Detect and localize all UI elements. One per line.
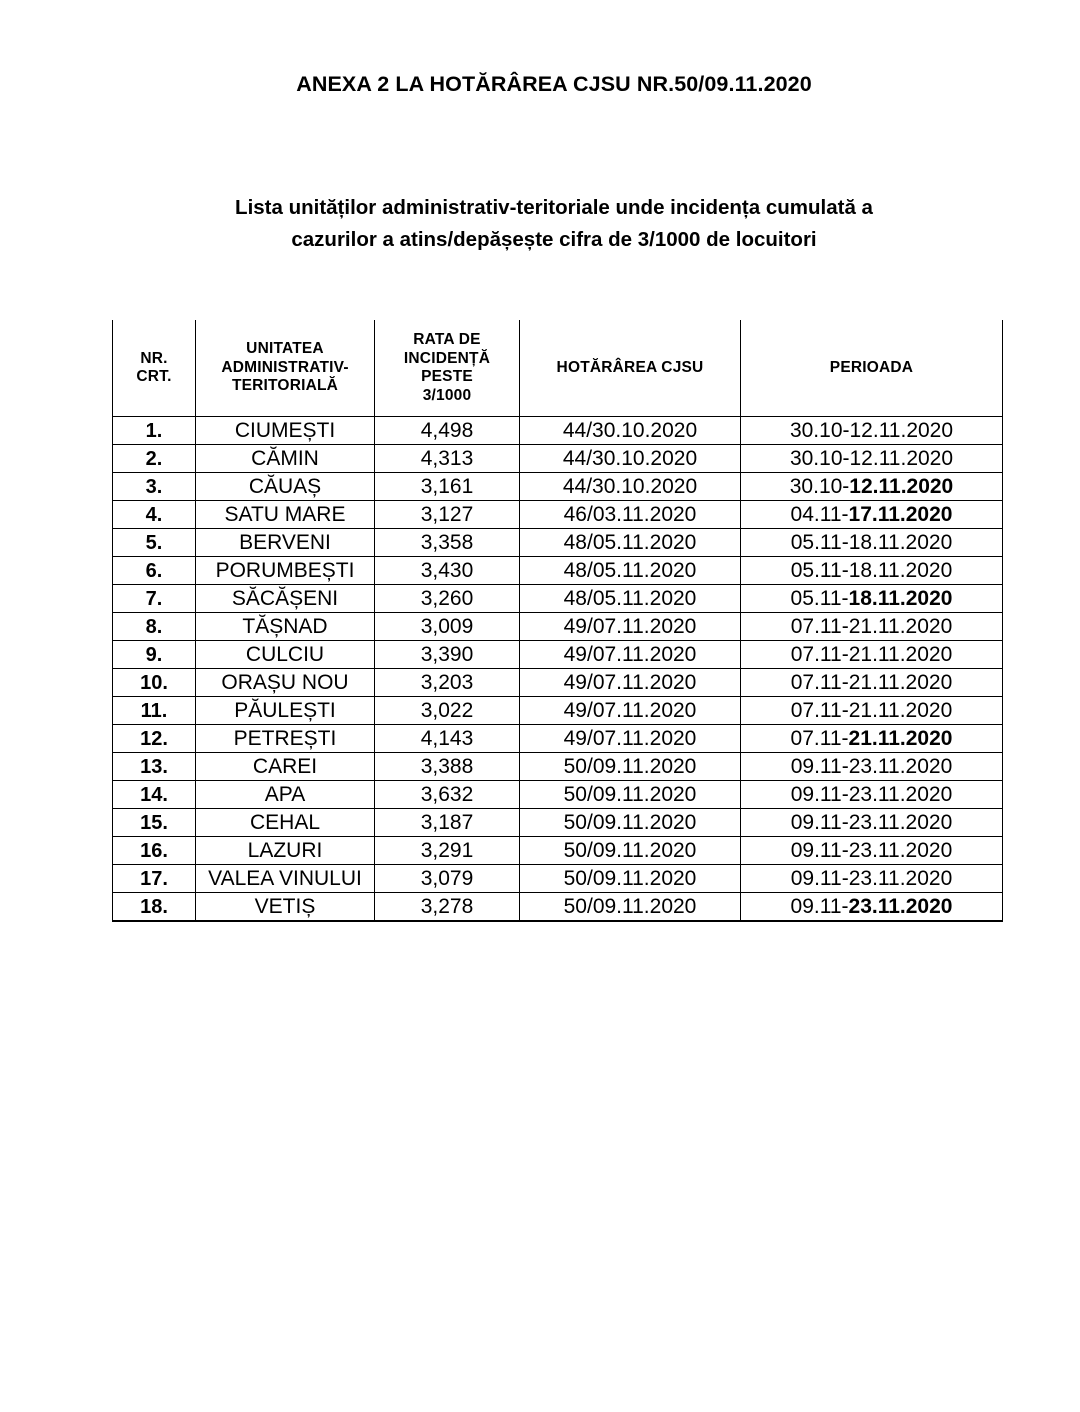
cell-period — [741, 753, 1003, 781]
cell-period — [741, 501, 1003, 529]
cell-period — [741, 837, 1003, 865]
cell-incidence-rate: 3,390 — [375, 641, 520, 669]
cell-uat: VALEA VINULUI — [196, 865, 375, 893]
column-header-period: PERIOADA — [741, 320, 1003, 417]
column-header-uat-line-3: TERITORIALĂ — [231, 377, 339, 395]
cell-period — [741, 781, 1003, 809]
cell-incidence-rate: 3,430 — [375, 557, 520, 585]
cell-period-start: 09.11-23.11.2020 — [790, 754, 953, 778]
table-row — [113, 809, 1003, 837]
cell-decision: 44/30.10.2020 — [520, 445, 741, 473]
cell-nr-crt: 15. — [113, 809, 196, 837]
cell-nr-crt: 1. — [113, 417, 196, 445]
cell-period — [741, 669, 1003, 697]
cell-incidence-rate: 3,079 — [375, 865, 520, 893]
cell-decision: 48/05.11.2020 — [520, 557, 741, 585]
cell-period-start: 07.11-21.11.2020 — [790, 698, 953, 722]
column-header-nr-crt-line-1: NR. — [140, 349, 168, 367]
table-header — [113, 320, 1003, 417]
cell-incidence-rate: 3,388 — [375, 753, 520, 781]
cell-incidence-rate: 3,260 — [375, 585, 520, 613]
cell-incidence-rate: 4,143 — [375, 725, 520, 753]
cell-period — [741, 865, 1003, 893]
incidence-table — [112, 320, 1003, 922]
cell-period-end-emphasized: 23.11.2020 — [848, 894, 953, 918]
cell-incidence-rate: 3,187 — [375, 809, 520, 837]
column-header-incidence-rate — [375, 320, 520, 417]
cell-period-end-emphasized: 18.11.2020 — [848, 586, 953, 610]
cell-period-start: 05.11-18.11.2020 — [790, 530, 953, 554]
cell-incidence-rate: 3,009 — [375, 613, 520, 641]
cell-uat: APA — [196, 781, 375, 809]
cell-period — [741, 417, 1003, 445]
cell-decision: 50/09.11.2020 — [520, 753, 741, 781]
cell-period-start: 07.11-21.11.2020 — [790, 614, 953, 638]
cell-decision: 50/09.11.2020 — [520, 893, 741, 922]
table-row — [113, 865, 1003, 893]
column-header-uat-line-1: UNITATEA — [246, 340, 324, 358]
cell-nr-crt: 12. — [113, 725, 196, 753]
cell-nr-crt: 5. — [113, 529, 196, 557]
table-row — [113, 501, 1003, 529]
column-header-incidence-rate-line-1: RATA DE — [413, 331, 481, 348]
cell-uat: LAZURI — [196, 837, 375, 865]
cell-decision: 50/09.11.2020 — [520, 809, 741, 837]
cell-uat: CĂMIN — [196, 445, 375, 473]
column-header-uat-line-2: ADMINISTRATIV- — [221, 358, 349, 376]
cell-nr-crt: 14. — [113, 781, 196, 809]
cell-period-start: 04.11- — [790, 502, 849, 526]
table-row — [113, 613, 1003, 641]
cell-uat: PĂULEȘTI — [196, 697, 375, 725]
cell-period — [741, 809, 1003, 837]
cell-decision: 49/07.11.2020 — [520, 725, 741, 753]
cell-decision: 50/09.11.2020 — [520, 781, 741, 809]
table-row — [113, 417, 1003, 445]
cell-nr-crt: 4. — [113, 501, 196, 529]
cell-decision: 49/07.11.2020 — [520, 613, 741, 641]
cell-period-start: 30.10-12.11.2020 — [789, 446, 954, 470]
table-row — [113, 837, 1003, 865]
table-body — [113, 417, 1003, 922]
cell-period-start: 09.11- — [790, 894, 849, 918]
cell-period — [741, 473, 1003, 501]
cell-period-end-emphasized: 17.11.2020 — [848, 502, 953, 526]
cell-nr-crt: 17. — [113, 865, 196, 893]
cell-uat: VETIȘ — [196, 893, 375, 922]
cell-nr-crt: 3. — [113, 473, 196, 501]
column-header-uat — [196, 320, 375, 417]
cell-incidence-rate: 3,291 — [375, 837, 520, 865]
cell-nr-crt: 11. — [113, 697, 196, 725]
table-row — [113, 557, 1003, 585]
cell-period-end-emphasized: 21.11.2020 — [848, 726, 953, 750]
cell-uat: TĂȘNAD — [196, 613, 375, 641]
cell-uat: CAREI — [196, 753, 375, 781]
cell-nr-crt: 8. — [113, 613, 196, 641]
cell-period-start: 05.11- — [790, 586, 849, 610]
column-header-nr-crt — [113, 320, 196, 417]
cell-period — [741, 697, 1003, 725]
table-row — [113, 781, 1003, 809]
cell-nr-crt: 6. — [113, 557, 196, 585]
cell-incidence-rate: 4,498 — [375, 417, 520, 445]
cell-period-start: 30.10- — [789, 474, 850, 498]
cell-period — [741, 529, 1003, 557]
cell-decision: 50/09.11.2020 — [520, 865, 741, 893]
cell-period-end-emphasized: 12.11.2020 — [849, 474, 954, 498]
cell-incidence-rate: 4,313 — [375, 445, 520, 473]
cell-decision: 49/07.11.2020 — [520, 641, 741, 669]
table-row — [113, 529, 1003, 557]
cell-uat: ORAȘU NOU — [196, 669, 375, 697]
cell-incidence-rate: 3,358 — [375, 529, 520, 557]
cell-period-start: 07.11-21.11.2020 — [790, 670, 953, 694]
page-title — [160, 192, 920, 256]
cell-period-start: 09.11-23.11.2020 — [790, 838, 953, 862]
cell-decision: 49/07.11.2020 — [520, 697, 741, 725]
page-title-line-1: Lista unităților administrativ-teritoriale unde incidența cumulată a — [235, 196, 873, 219]
table-row — [113, 585, 1003, 613]
page-title-line-2: cazurilor a atins/depășește cifra de 3/1000 de locuitori — [291, 228, 817, 251]
cell-period-start: 05.11-18.11.2020 — [790, 558, 953, 582]
cell-period — [741, 613, 1003, 641]
cell-decision: 46/03.11.2020 — [520, 501, 741, 529]
cell-uat: CULCIU — [196, 641, 375, 669]
table-row — [113, 473, 1003, 501]
cell-nr-crt: 2. — [113, 445, 196, 473]
table-row — [113, 669, 1003, 697]
cell-period — [741, 585, 1003, 613]
cell-incidence-rate: 3,203 — [375, 669, 520, 697]
table-header-row — [113, 320, 1003, 417]
cell-uat: SATU MARE — [196, 501, 375, 529]
cell-incidence-rate: 3,022 — [375, 697, 520, 725]
column-header-incidence-rate-line-2: INCIDENȚĂ — [403, 349, 491, 367]
cell-nr-crt: 13. — [113, 753, 196, 781]
cell-period-start: 09.11-23.11.2020 — [790, 866, 953, 890]
cell-incidence-rate: 3,161 — [375, 473, 520, 501]
cell-decision: 50/09.11.2020 — [520, 837, 741, 865]
cell-period — [741, 445, 1003, 473]
cell-decision: 44/30.10.2020 — [520, 473, 741, 501]
cell-uat: PETREȘTI — [196, 725, 375, 753]
column-header-incidence-rate-line-4: 3/1000 — [422, 386, 472, 404]
incidence-table-container — [112, 320, 1002, 922]
cell-incidence-rate: 3,278 — [375, 893, 520, 922]
cell-nr-crt: 10. — [113, 669, 196, 697]
table-row — [113, 641, 1003, 669]
column-header-decision: HOTĂRÂREA CJSU — [520, 320, 741, 417]
cell-period — [741, 641, 1003, 669]
cell-uat: PORUMBEȘTI — [196, 557, 375, 585]
cell-uat: SĂCĂȘENI — [196, 585, 375, 613]
cell-uat: CĂUAȘ — [196, 473, 375, 501]
table-row — [113, 893, 1003, 922]
cell-period — [741, 893, 1003, 922]
cell-uat: BERVENI — [196, 529, 375, 557]
cell-period-start: 07.11-21.11.2020 — [790, 642, 953, 666]
table-row — [113, 725, 1003, 753]
cell-nr-crt: 9. — [113, 641, 196, 669]
cell-incidence-rate: 3,632 — [375, 781, 520, 809]
cell-period-start: 09.11-23.11.2020 — [790, 810, 953, 834]
cell-period — [741, 725, 1003, 753]
table-row — [113, 445, 1003, 473]
cell-decision: 48/05.11.2020 — [520, 585, 741, 613]
cell-period — [741, 557, 1003, 585]
cell-uat: CIUMEȘTI — [196, 417, 375, 445]
table-row — [113, 697, 1003, 725]
cell-uat: CEHAL — [196, 809, 375, 837]
column-header-incidence-rate-line-3: PESTE — [421, 368, 473, 385]
cell-period-start: 07.11- — [790, 726, 849, 750]
cell-period-start: 09.11-23.11.2020 — [790, 782, 953, 806]
cell-nr-crt: 18. — [113, 893, 196, 922]
cell-decision: 48/05.11.2020 — [520, 529, 741, 557]
cell-incidence-rate: 3,127 — [375, 501, 520, 529]
cell-decision: 49/07.11.2020 — [520, 669, 741, 697]
table-row — [113, 753, 1003, 781]
document-header: ANEXA 2 LA HOTĂRÂREA CJSU NR.50/09.11.2020 — [296, 72, 812, 96]
cell-nr-crt: 16. — [113, 837, 196, 865]
column-header-nr-crt-line-2: CRT. — [136, 368, 172, 385]
cell-decision: 44/30.10.2020 — [520, 417, 741, 445]
cell-period-start: 30.10-12.11.2020 — [789, 418, 954, 442]
cell-nr-crt: 7. — [113, 585, 196, 613]
